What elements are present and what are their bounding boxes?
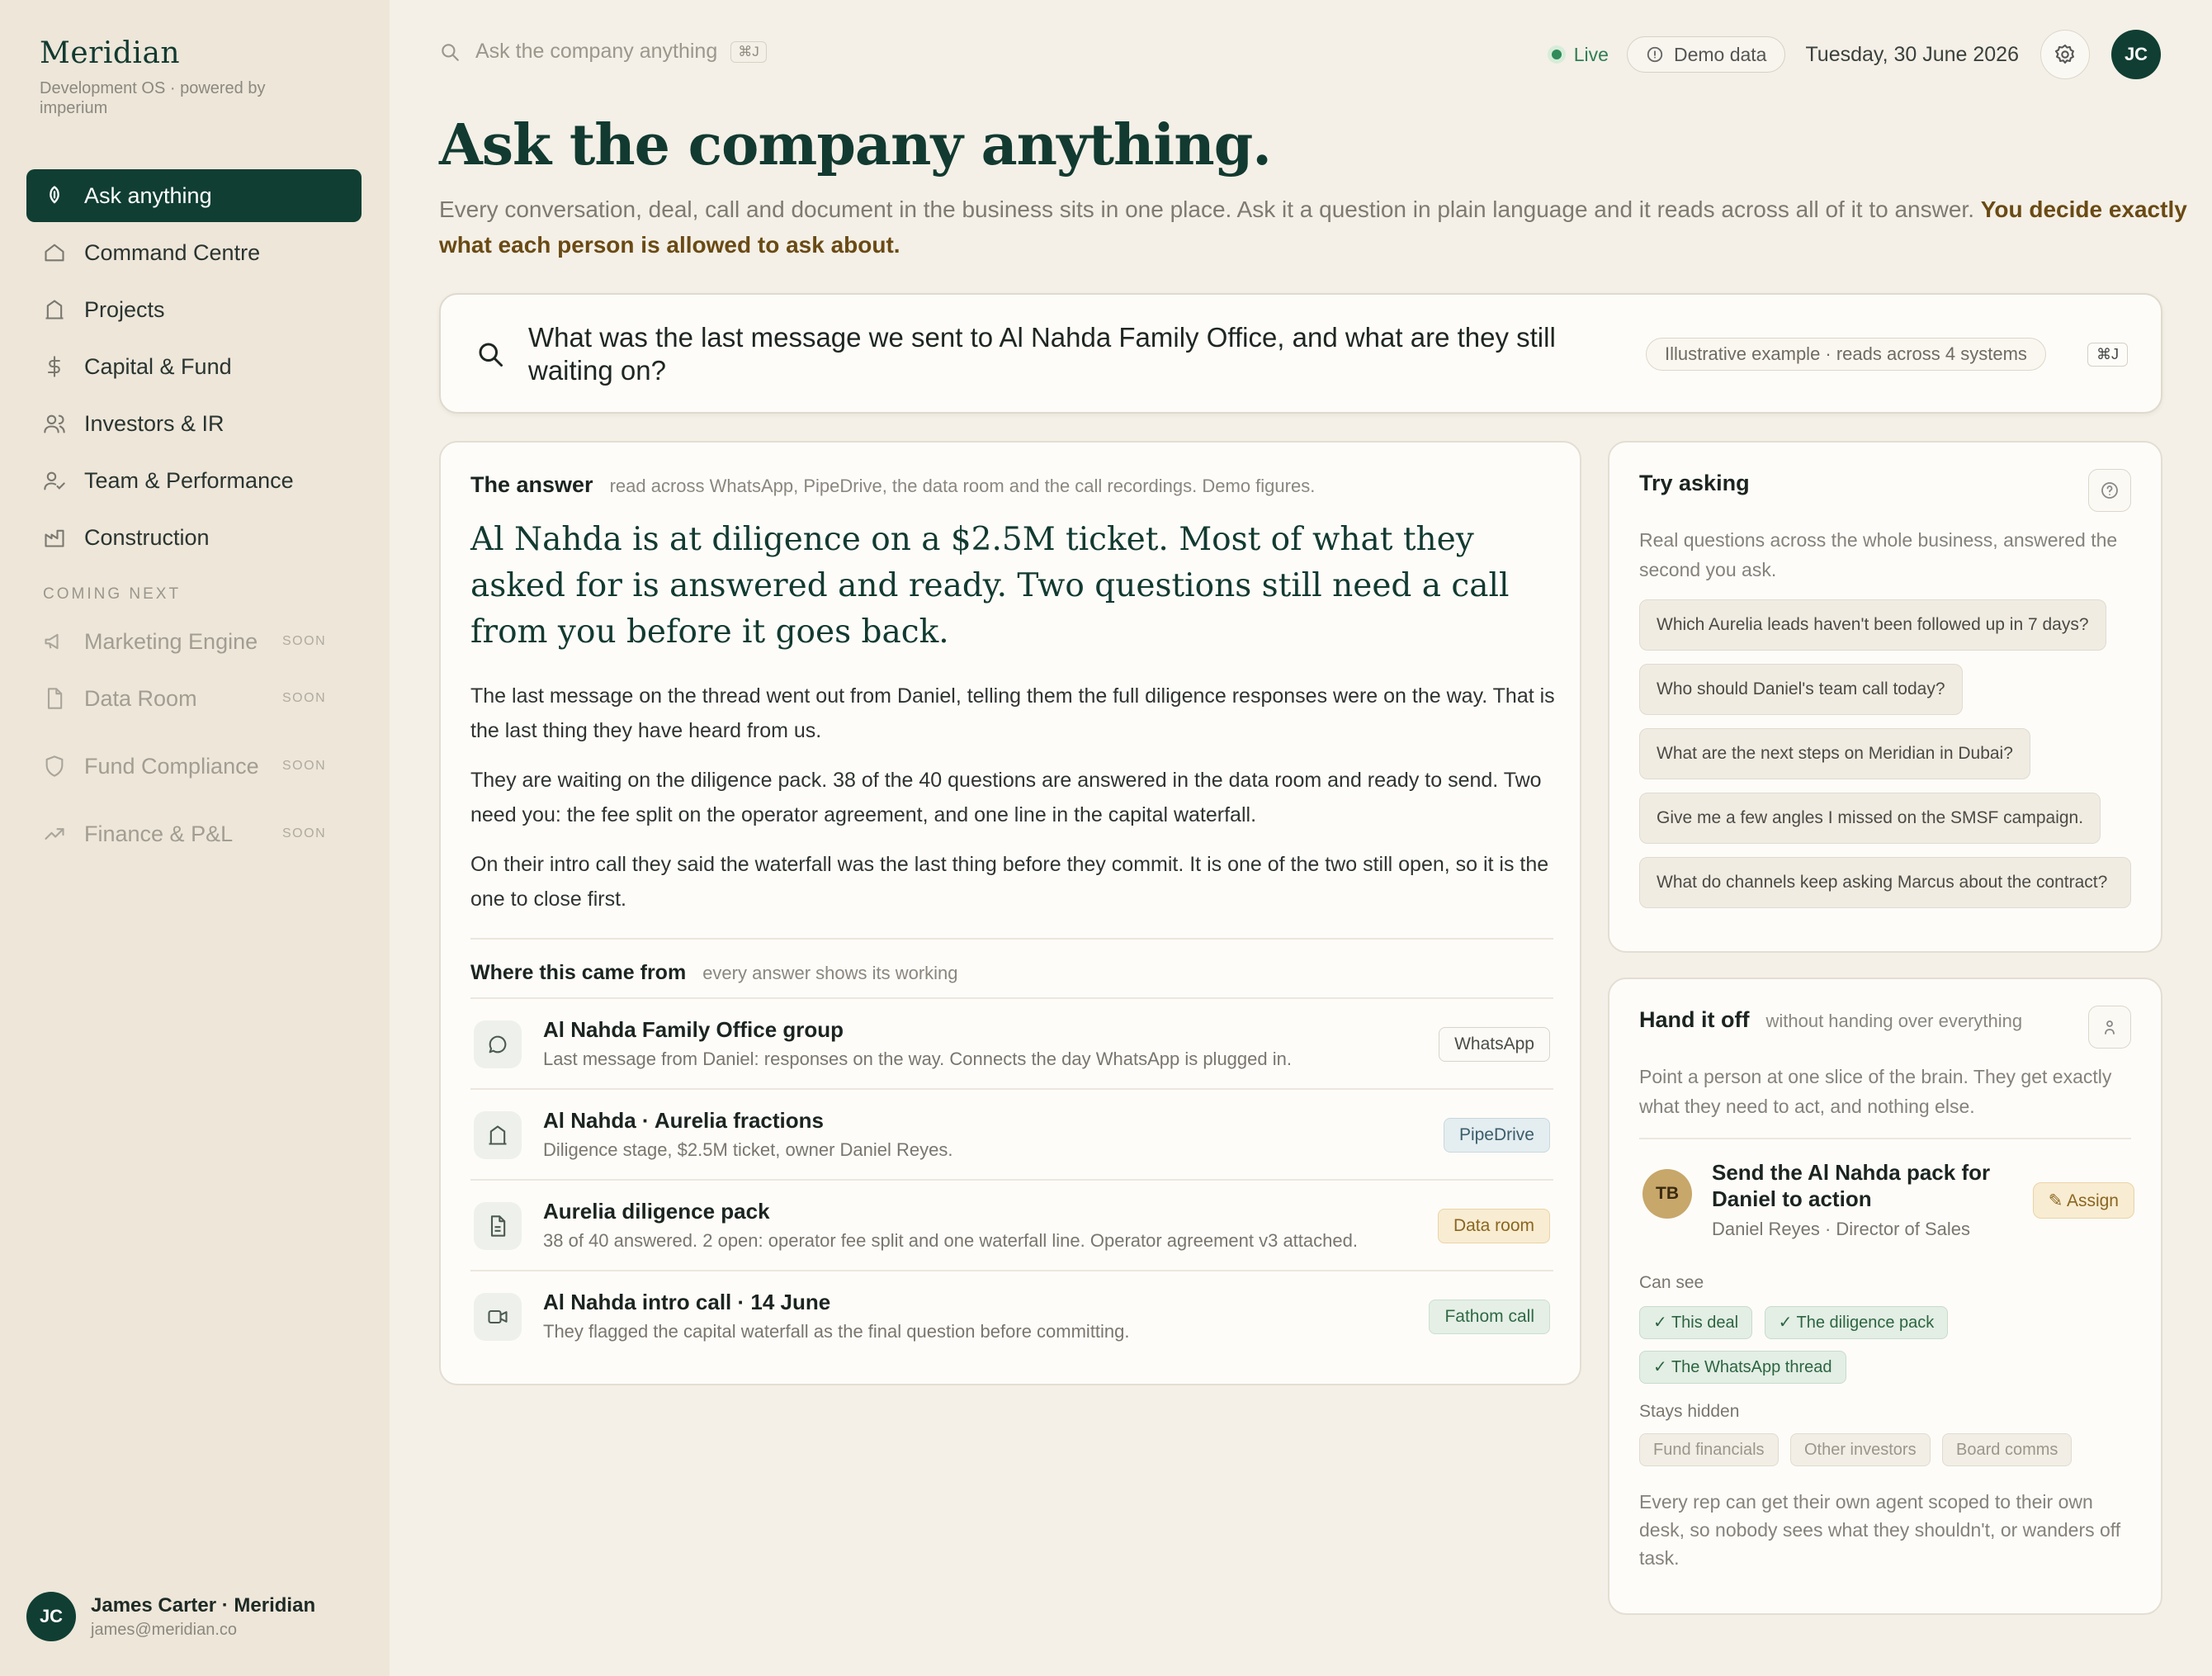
top-search[interactable] xyxy=(439,40,767,64)
agent-button[interactable] xyxy=(2088,1006,2131,1049)
source-row[interactable] xyxy=(470,997,1553,1088)
brand-name[interactable]: Meridian xyxy=(40,36,181,70)
answer-paragraph: The last message on the thread went out from Daniel, telling them the full diligence responses were on the way. That is the last thing they have heard from us. xyxy=(470,684,1555,742)
sidebar-item-label: Projects xyxy=(84,296,165,322)
try-asking-title: Try asking xyxy=(1639,471,1750,495)
top-avatar[interactable]: JC xyxy=(2111,30,2161,79)
sidebar-item-label: Fund Compliance xyxy=(84,754,259,779)
nav-section-label: COMING NEXT xyxy=(43,585,182,603)
query-shortcut: ⌘J xyxy=(2087,343,2128,367)
hand-off-footer: Every rep can get their own agent scoped to their own desk, so nobody sees what they shouldn't, or wanders off task. xyxy=(1639,1491,2121,1569)
permission-tag[interactable]: ✓ This deal xyxy=(1639,1306,1752,1339)
shield-icon xyxy=(43,755,66,778)
task-assignee: Daniel Reyes · Director of Sales xyxy=(1712,1219,1971,1239)
users-icon xyxy=(43,412,66,435)
answer-lead: Al Nahda is at diligence on a $2.5M ticket. Most of what they asked for is answered and ready. Two questions still need a call from you before it goes back. xyxy=(470,521,1510,651)
source-row[interactable] xyxy=(470,1179,1553,1270)
try-asking-card xyxy=(1608,441,2162,953)
sidebar-item-label: Data Room xyxy=(84,686,197,711)
divider xyxy=(470,938,1553,940)
source-title: Al Nahda · Aurelia fractions xyxy=(543,1108,824,1133)
source-title: Aurelia diligence pack xyxy=(543,1199,770,1224)
soon-badge: SOON xyxy=(282,634,327,648)
intro-text: Every conversation, deal, call and document in the business sits in one place. Ask it a question in plain language and it reads across all of it to answer. xyxy=(439,196,1974,222)
brand xyxy=(40,36,304,118)
sidebar xyxy=(0,0,390,1676)
query-box[interactable] xyxy=(439,293,2162,414)
user-name: James Carter · Meridian xyxy=(91,1593,316,1617)
person-icon xyxy=(2100,1017,2120,1037)
building-icon xyxy=(43,298,66,321)
video-icon xyxy=(474,1293,522,1341)
source-tag: Fathom call xyxy=(1429,1300,1550,1334)
source-title: Al Nahda Family Office group xyxy=(543,1017,844,1042)
stays-hidden-label: Stays hidden xyxy=(1639,1402,1740,1421)
sidebar-item-data-room[interactable] xyxy=(26,672,362,725)
gear-icon xyxy=(2054,43,2077,66)
source-subtitle: They flagged the capital waterfall as the final question before committing. xyxy=(543,1321,1130,1342)
info-icon xyxy=(1646,45,1664,64)
avatar: JC xyxy=(26,1592,76,1641)
soon-badge: SOON xyxy=(282,691,327,705)
sidebar-item-finance-pl[interactable] xyxy=(26,807,362,860)
suggestion-chip[interactable]: Which Aurelia leads haven't been followed up in 7 days? xyxy=(1639,599,2106,651)
source-subtitle: Last message from Daniel: responses on the way. Connects the day WhatsApp is plugged in. xyxy=(543,1049,1292,1069)
suggestion-chip[interactable]: Who should Daniel's team call today? xyxy=(1639,664,1963,715)
permission-tag[interactable]: ✓ The WhatsApp thread xyxy=(1639,1351,1846,1384)
sidebar-item-marketing-engine[interactable] xyxy=(26,615,362,668)
dollar-icon xyxy=(43,355,66,378)
answer-title: The answer xyxy=(470,472,593,497)
current-date: Tuesday, 30 June 2026 xyxy=(1805,42,2019,66)
permission-tag[interactable]: ✓ The diligence pack xyxy=(1765,1306,1949,1339)
sidebar-item-label: Marketing Engine xyxy=(84,629,258,654)
hand-off-card xyxy=(1608,978,2162,1615)
sidebar-item-capital-fund[interactable] xyxy=(26,340,362,393)
page-title: Ask the company anything. xyxy=(439,112,1271,178)
document-icon xyxy=(474,1202,522,1250)
sidebar-item-investors-ir[interactable] xyxy=(26,397,362,450)
task-avatar: TB xyxy=(1642,1169,1692,1219)
answer-paragraph: They are waiting on the diligence pack. 38 of the 40 questions are answered in the data room and ready to send. Two need you: the fee split on the operator agreement, and one line in the capital waterfall. xyxy=(470,769,1542,826)
source-tag: Data room xyxy=(1438,1209,1550,1243)
sidebar-item-label: Finance & P&L xyxy=(84,821,234,846)
query-input[interactable]: What was the last message we sent to Al Nahda Family Office, and what are they still waiting on? xyxy=(528,322,1556,386)
answer-card xyxy=(439,441,1581,1385)
settings-button[interactable] xyxy=(2040,30,2090,79)
hand-off-desc: Point a person at one slice of the brain. They get exactly what they need to act, and nothing else. xyxy=(1639,1066,2112,1117)
live-indicator xyxy=(1548,44,1609,66)
suggestion-chip[interactable]: What are the next steps on Meridian in Dubai? xyxy=(1639,728,2030,779)
sidebar-item-ask-anything[interactable] xyxy=(26,169,362,222)
help-icon xyxy=(2100,481,2120,500)
file-icon xyxy=(43,687,66,710)
assign-button[interactable]: ✎ Assign xyxy=(2033,1182,2134,1219)
hidden-tag[interactable]: Fund financials xyxy=(1639,1433,1779,1466)
suggestion-chip[interactable]: Give me a few angles I missed on the SMSF campaign. xyxy=(1639,793,2101,844)
factory-icon xyxy=(43,526,66,549)
lightbulb-icon xyxy=(43,184,66,207)
demo-data-label: Demo data xyxy=(1673,43,1767,65)
trend-icon xyxy=(43,822,66,845)
source-subtitle: Diligence stage, $2.5M ticket, owner Daniel Reyes. xyxy=(543,1139,953,1160)
live-label: Live xyxy=(1573,43,1609,65)
hand-off-note: without handing over everything xyxy=(1765,1011,2023,1031)
source-row[interactable] xyxy=(470,1088,1553,1179)
home-icon xyxy=(43,241,66,264)
can-see-list xyxy=(1639,1306,2134,1395)
illustrative-pill: Illustrative example · reads across 4 systems xyxy=(1646,338,2046,371)
user-email: james@meridian.co xyxy=(91,1620,238,1639)
suggestion-chip[interactable]: What do channels keep asking Marcus about the contract? xyxy=(1639,857,2131,908)
chat-bubble-icon xyxy=(474,1020,522,1068)
can-see-label: Can see xyxy=(1639,1273,1704,1292)
answer-note: read across WhatsApp, PipeDrive, the data room and the call recordings. Demo figures. xyxy=(609,476,1316,496)
task-title: Send the Al Nahda pack for Daniel to action xyxy=(1712,1160,1991,1211)
source-title: Al Nahda intro call · 14 June xyxy=(543,1290,831,1314)
building-icon xyxy=(474,1111,522,1159)
hand-off-title: Hand it off xyxy=(1639,1007,1750,1032)
brand-subtitle: Development OS · powered by imperium xyxy=(40,79,266,117)
hidden-list xyxy=(1639,1433,2134,1478)
sidebar-item-fund-compliance[interactable] xyxy=(26,729,362,803)
sources-list xyxy=(470,997,1553,1361)
search-input[interactable]: Ask the company anything xyxy=(475,40,718,63)
sidebar-item-label: Investors & IR xyxy=(84,410,225,436)
sidebar-item-label: Ask anything xyxy=(84,182,212,208)
search-shortcut: ⌘J xyxy=(730,41,767,63)
search-icon xyxy=(475,339,505,369)
sidebar-item-team-performance[interactable] xyxy=(26,454,362,507)
try-asking-desc: Real questions across the whole business, answered the second you ask. xyxy=(1639,529,2118,580)
soon-badge: SOON xyxy=(282,759,327,773)
sidebar-item-label: Team & Performance xyxy=(84,467,294,493)
soon-badge: SOON xyxy=(282,826,327,840)
user-profile[interactable] xyxy=(26,1592,315,1641)
divider xyxy=(1639,1138,2131,1139)
hidden-tag[interactable]: Other investors xyxy=(1790,1433,1931,1466)
live-dot-icon xyxy=(1548,45,1566,64)
sidebar-item-label: Construction xyxy=(84,524,210,550)
sidebar-nav xyxy=(26,169,362,864)
sidebar-item-projects[interactable] xyxy=(26,283,362,336)
demo-data-pill[interactable] xyxy=(1627,36,1786,73)
source-tag: WhatsApp xyxy=(1439,1027,1550,1062)
user-check-icon xyxy=(43,469,66,492)
source-row[interactable] xyxy=(470,1270,1553,1361)
source-subtitle: 38 of 40 answered. 2 open: operator fee split and one waterfall line. Operator agreement v3 attached. xyxy=(543,1230,1358,1251)
sources-note: every answer shows its working xyxy=(702,963,958,983)
answer-paragraph: On their intro call they said the waterfall was the last thing before they commit. It is one of the two still open, so it is the one to close first. xyxy=(470,853,1549,911)
sidebar-item-label: Capital & Fund xyxy=(84,353,232,379)
help-button[interactable] xyxy=(2088,469,2131,512)
sidebar-item-label: Command Centre xyxy=(84,239,261,265)
suggestion-list xyxy=(1639,599,2134,921)
hidden-tag[interactable]: Board comms xyxy=(1942,1433,2072,1466)
source-tag: PipeDrive xyxy=(1444,1118,1550,1153)
megaphone-icon xyxy=(43,630,66,653)
sidebar-item-construction[interactable] xyxy=(26,511,362,564)
intro-emphasis: You decide exactly what each person is allowed to ask about. xyxy=(439,196,2187,258)
search-icon xyxy=(439,41,461,63)
task-item xyxy=(1639,1159,2134,1250)
page-intro xyxy=(439,192,2189,263)
topbar xyxy=(439,30,2161,79)
sources-title: Where this came from xyxy=(470,961,687,984)
sidebar-item-command-centre[interactable] xyxy=(26,226,362,279)
